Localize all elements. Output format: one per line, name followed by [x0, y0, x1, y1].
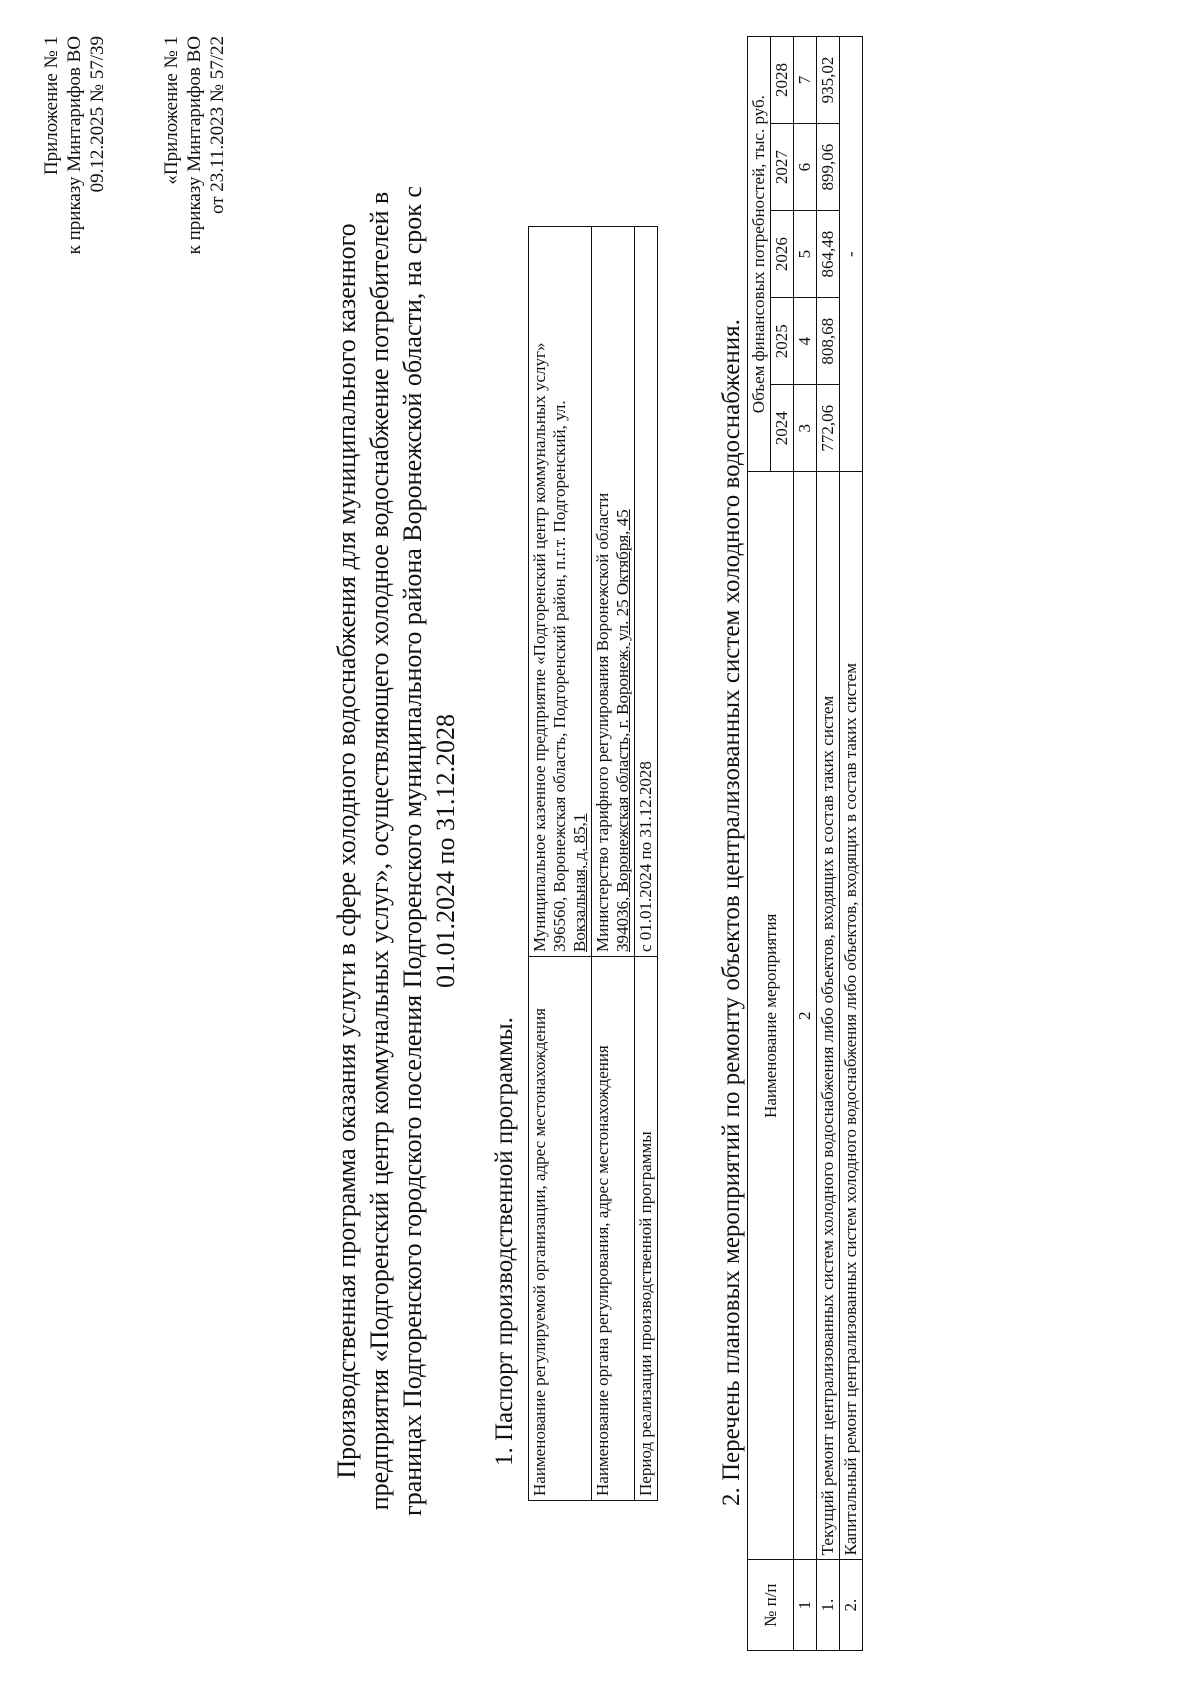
column-header-year: 2028	[771, 37, 794, 124]
column-header-num: № п/п	[748, 1560, 794, 1651]
row-value: 808,68	[817, 298, 840, 385]
passport-value-line: с 01.01.2024 по 31.12.2028	[636, 761, 655, 952]
passport-value-line: Вокзальная, д. 85,1	[570, 813, 589, 952]
table-row	[817, 37, 840, 1651]
appendix-current	[40, 36, 109, 316]
index-cell: 4	[794, 298, 817, 385]
row-name: Капитальный ремонт централизованных систем холодного водоснабжения либо объектов, входящих в состав таких систем	[840, 472, 863, 1560]
appendix-previous	[160, 36, 229, 416]
row-value: 899,06	[817, 124, 840, 211]
passport-value	[635, 227, 658, 957]
passport-table	[528, 226, 658, 1501]
passport-value-line: Министерство тарифного регулирования Воронежской области	[593, 492, 612, 952]
column-header-year: 2025	[771, 298, 794, 385]
index-cell: 7	[794, 37, 817, 124]
passport-label: Наименование регулируемой организации, адрес местонахождения	[529, 957, 592, 1501]
row-num: 1.	[817, 1560, 840, 1651]
measures-table	[747, 36, 863, 1651]
row-name: Текущий ремонт централизованных систем холодного водоснабжения либо объектов, входящих в состав таких систем	[817, 472, 840, 1560]
index-cell: 5	[794, 211, 817, 298]
appendix-previous-line: к приказу Минтарифов ВО	[184, 36, 205, 255]
table-row	[592, 227, 635, 1501]
passport-value-line: 396560, Воронежская область, Подгоренский район, п.г.т. Подгоренский, ул.	[550, 400, 569, 952]
passport-value-line: Муниципальное казенное предприятие «Подгоренский центр коммунальных услуг»	[530, 342, 549, 952]
section-1-heading: 1. Паспорт производственной программы.	[491, 1017, 518, 1466]
title-line: 01.01.2024 по 31.12.2028	[431, 714, 460, 988]
index-cell: 1	[794, 1560, 817, 1651]
section-2-heading: 2. Перечень плановых мероприятий по ремонту объектов централизованных систем холодного водоснабжения.	[718, 319, 745, 1506]
title-line: предприятия «Подгоренский центр коммунальных услуг», осуществляющего холодное водоснабжение потребителей в	[365, 191, 394, 1511]
passport-value	[529, 227, 592, 957]
row-merged-value: -	[840, 37, 863, 472]
appendix-previous-line: «Приложение № 1	[161, 36, 182, 185]
index-cell: 2	[794, 472, 817, 1560]
table-row	[529, 227, 592, 1501]
passport-value	[592, 227, 635, 957]
appendix-current-line: 09.12.2025 № 57/39	[87, 36, 108, 193]
passport-label: Период реализации производственной программы	[635, 957, 658, 1501]
appendix-previous-line: от 23.11.2023 № 57/22	[207, 36, 228, 215]
index-cell: 3	[794, 385, 817, 472]
appendix-current-line: к приказу Минтарифов ВО	[64, 36, 85, 255]
appendix-current-line: Приложение № 1	[41, 36, 62, 176]
column-header-volume: Объем финансовых потребностей, тыс. руб.	[748, 37, 771, 472]
row-num: 2.	[840, 1560, 863, 1651]
title-line: Производственная программа оказания услуги в сфере холодного водоснабжения для муниципального казенного	[332, 223, 361, 1479]
row-value: 772,06	[817, 385, 840, 472]
index-cell: 6	[794, 124, 817, 211]
table-row	[840, 37, 863, 1651]
column-header-year: 2027	[771, 124, 794, 211]
table-index-row	[794, 37, 817, 1651]
column-header-name: Наименование мероприятия	[748, 472, 794, 1560]
row-value: 935,02	[817, 37, 840, 124]
row-value: 864,48	[817, 211, 840, 298]
column-header-year: 2024	[771, 385, 794, 472]
passport-label: Наименование органа регулирования, адрес местонахождения	[592, 957, 635, 1501]
document-title	[330, 151, 462, 1551]
column-header-year: 2026	[771, 211, 794, 298]
table-header-row	[748, 37, 771, 1651]
table-row	[635, 227, 658, 1501]
passport-value-line: 394036, Воронежская область, г. Воронеж, ул. 25 Октября, 45	[613, 509, 632, 952]
title-line: границах Подгоренского городского поселения Подгоренского муниципального района Воронежской области, на срок с	[398, 186, 427, 1516]
